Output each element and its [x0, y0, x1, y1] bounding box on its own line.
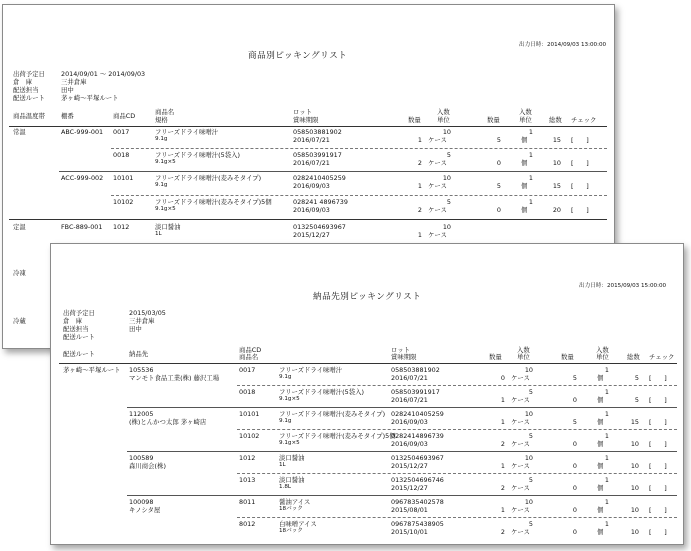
lot-number: 028241 4896739 — [293, 198, 348, 206]
temp-zone: 常温 — [13, 128, 26, 136]
product-cd: 1012 — [239, 454, 256, 462]
unit2: 個 — [597, 440, 604, 448]
qty2: 0 — [572, 396, 577, 404]
unit: ケース — [428, 231, 447, 239]
qty: 2 — [500, 440, 505, 448]
product-cd: 10101 — [239, 410, 260, 418]
qty: 2 — [500, 528, 505, 536]
lot-number: 0282414896739 — [391, 432, 444, 440]
meta-value: 2014/09/01 ～ 2014/09/03 — [61, 70, 146, 78]
check-box[interactable]: [ ] — [571, 182, 589, 190]
total: 15 — [552, 136, 561, 144]
col-header-lot: ロット — [391, 346, 411, 354]
total: 10 — [630, 484, 639, 492]
col-header-qty: 数量 — [408, 116, 421, 124]
product-spec: 9.1g×5 — [279, 396, 300, 402]
meta-label: 倉 庫 — [13, 78, 33, 86]
destination-name: キノシタ屋 — [129, 506, 161, 514]
row-rule — [237, 473, 677, 474]
qty: 1 — [417, 231, 422, 239]
check-box[interactable]: [ ] — [649, 484, 667, 492]
total: 5 — [634, 396, 639, 404]
meta-label: 出荷予定日 — [63, 309, 95, 317]
unit: ケース — [511, 418, 530, 426]
best-before: 2016/09/03 — [391, 440, 428, 448]
meta-value: 田中 — [61, 86, 74, 94]
unit: ケース — [511, 396, 530, 404]
lot-number: 0967835402578 — [391, 498, 444, 506]
unit2: 個 — [597, 374, 604, 382]
row-rule — [237, 517, 677, 518]
unit2: 個 — [521, 136, 528, 144]
irisu: 10 — [442, 223, 451, 231]
unit2: 個 — [597, 418, 604, 426]
best-before: 2015/12/27 — [391, 484, 428, 492]
irisu2: 1 — [604, 498, 609, 506]
group-rule — [127, 407, 677, 408]
irisu: 10 — [442, 128, 451, 136]
col-header-name: 商品名 — [155, 108, 175, 116]
lot-number: 058503881902 — [293, 128, 342, 136]
qty: 1 — [500, 418, 505, 426]
qty2: 5 — [496, 182, 501, 190]
destination-name: (株)とんかつ太郎 茅ヶ崎店 — [129, 418, 207, 426]
best-before: 2016/09/03 — [293, 182, 330, 190]
header-rule — [9, 126, 607, 127]
best-before: 2015/08/01 — [391, 506, 428, 514]
product-name: 淡口醤油 — [279, 476, 305, 484]
meta-value: 三井倉庫 — [61, 78, 87, 86]
product-name: フリーズドライ味噌汁(麦みそタイプ) — [279, 410, 386, 418]
group-rule — [127, 495, 677, 496]
product-spec: 9.1g — [155, 136, 168, 142]
col-header-cd: 商品CD — [239, 346, 262, 354]
check-box[interactable]: [ ] — [649, 462, 667, 470]
col-header-date: 賞味期限 — [293, 116, 319, 124]
unit2: 個 — [597, 528, 604, 536]
total: 15 — [630, 418, 639, 426]
product-cd: 10101 — [113, 174, 134, 182]
col-header-route: 配送ルート — [63, 350, 95, 358]
product-cd: 0018 — [113, 151, 130, 159]
destination-code: 100589 — [129, 454, 154, 462]
total: 10 — [630, 528, 639, 536]
col-header-shelf: 棚番 — [61, 112, 74, 120]
irisu2: 1 — [604, 366, 609, 374]
unit2: 個 — [597, 484, 604, 492]
unit: ケース — [428, 182, 447, 190]
row-rule — [237, 385, 677, 386]
qty: 0 — [500, 374, 505, 382]
qty2: 0 — [572, 528, 577, 536]
destination-name: マンモト食品工業(株) 藤沢工場 — [129, 374, 220, 382]
unit: ケース — [428, 206, 447, 214]
product-cd: 0017 — [239, 366, 256, 374]
col-header-check: チェック — [571, 116, 597, 124]
best-before: 2015/10/01 — [391, 528, 428, 536]
qty: 2 — [500, 484, 505, 492]
qty2: 0 — [572, 506, 577, 514]
col-header-unit: 単位 — [517, 353, 530, 361]
lot-number: 0282410405259 — [293, 174, 346, 182]
col-header-irisu2: 入数 — [596, 346, 609, 354]
check-box[interactable]: [ ] — [649, 396, 667, 404]
unit2: 個 — [521, 159, 528, 167]
product-spec: 9.1g — [155, 182, 168, 188]
irisu2: 1 — [604, 388, 609, 396]
product-cd: 10102 — [239, 432, 260, 440]
unit: ケース — [511, 374, 530, 382]
check-box[interactable]: [ ] — [571, 206, 589, 214]
lot-number: 058503991917 — [391, 388, 440, 396]
irisu2: 1 — [604, 410, 609, 418]
check-box[interactable]: [ ] — [571, 136, 589, 144]
report-title: 商品別ピッキングリスト — [248, 51, 348, 61]
col-header-total: 総数 — [627, 353, 640, 361]
product-name: フリーズドライ味噌汁(麦みそタイプ)5個 — [279, 432, 396, 440]
qty2: 0 — [572, 484, 577, 492]
best-before: 2016/07/21 — [391, 374, 428, 382]
total: 10 — [630, 506, 639, 514]
row-rule — [59, 171, 607, 172]
lot-number: 0132504693967 — [391, 454, 444, 462]
product-spec: 1L — [155, 231, 162, 237]
meta-value: 三井倉庫 — [129, 317, 155, 325]
printed-at: 出力日時：2014/09/03 13:00:00 — [519, 42, 607, 48]
irisu: 5 — [528, 476, 533, 484]
meta-label: 配送担当 — [63, 325, 89, 333]
report-title: 納品先別ピッキングリスト — [313, 292, 422, 302]
product-cd: 0018 — [239, 388, 256, 396]
product-spec: 1L — [279, 462, 286, 468]
product-spec: 9.1g — [279, 418, 292, 424]
product-name: 淡口醤油 — [279, 454, 305, 462]
check-box[interactable]: [ ] — [649, 506, 667, 514]
product-cd: 10102 — [113, 198, 134, 206]
col-header-destination: 納品先 — [129, 350, 149, 358]
product-cd: 8012 — [239, 520, 256, 528]
qty: 2 — [417, 159, 422, 167]
unit2: 個 — [521, 182, 528, 190]
destination-name: 森川商会(株) — [129, 462, 166, 470]
irisu: 5 — [528, 520, 533, 528]
product-spec: 9.1g — [279, 374, 292, 380]
product-name: フリーズドライ味噌汁(麦みそタイプ)5個 — [155, 198, 272, 206]
best-before: 2015/12/27 — [391, 462, 428, 470]
unit: ケース — [511, 462, 530, 470]
product-cd: 1012 — [113, 223, 130, 231]
col-header-irisu2: 入数 — [519, 108, 532, 116]
qty: 1 — [417, 136, 422, 144]
product-name: フリーズドライ味噌汁 — [155, 128, 219, 136]
unit2: 個 — [597, 506, 604, 514]
best-before: 2015/12/27 — [293, 231, 330, 239]
row-rule — [237, 429, 677, 430]
meta-label: 倉 庫 — [63, 317, 83, 325]
product-cd: 1013 — [239, 476, 256, 484]
irisu: 5 — [528, 432, 533, 440]
unit: ケース — [511, 484, 530, 492]
product-spec: 9.1g×5 — [279, 440, 300, 446]
unit: ケース — [511, 440, 530, 448]
check-box[interactable]: [ ] — [649, 440, 667, 448]
irisu2: 1 — [528, 151, 533, 159]
col-header-cd: 商品CD — [113, 112, 136, 120]
irisu: 10 — [442, 174, 451, 182]
qty2: 5 — [572, 418, 577, 426]
check-box[interactable]: [ ] — [649, 528, 667, 536]
product-name: 白味噌アイス — [279, 520, 317, 528]
col-header-irisu: 入数 — [517, 346, 530, 354]
row-rule — [111, 148, 607, 149]
destination-picking-list-sheet — [50, 243, 684, 545]
best-before: 2016/07/21 — [391, 396, 428, 404]
unit2: 個 — [597, 462, 604, 470]
lot-number: 058503881902 — [391, 366, 440, 374]
product-spec: 18パック — [279, 506, 303, 512]
col-header-unit2: 単位 — [596, 353, 609, 361]
irisu: 10 — [524, 410, 533, 418]
qty2: 5 — [496, 136, 501, 144]
qty2: 0 — [572, 462, 577, 470]
irisu2: 1 — [528, 198, 533, 206]
col-header-unit2: 単位 — [519, 116, 532, 124]
qty2: 0 — [496, 206, 501, 214]
qty2: 0 — [572, 440, 577, 448]
irisu2: 1 — [604, 432, 609, 440]
check-box[interactable]: [ ] — [571, 159, 589, 167]
total: 10 — [630, 440, 639, 448]
product-name: 淡口醤油 — [155, 223, 181, 231]
best-before: 2016/09/03 — [293, 206, 330, 214]
shelf-code: ACC-999-002 — [61, 174, 104, 182]
lot-number: 058503991917 — [293, 151, 342, 159]
meta-value: 田中 — [129, 325, 142, 333]
irisu2: 1 — [604, 520, 609, 528]
col-header-spec: 規格 — [155, 116, 168, 124]
irisu: 10 — [524, 498, 533, 506]
col-header-temp: 商品温度帯 — [13, 112, 45, 120]
irisu: 10 — [524, 366, 533, 374]
irisu2: 1 — [604, 454, 609, 462]
row-rule — [111, 195, 607, 196]
qty: 1 — [500, 396, 505, 404]
irisu: 5 — [446, 198, 451, 206]
route-name: 茅ヶ崎～平塚ルート — [63, 366, 121, 374]
best-before: 2016/07/21 — [293, 136, 330, 144]
product-spec: 18パック — [279, 528, 303, 534]
qty: 2 — [417, 206, 422, 214]
meta-label: 配送担当 — [13, 86, 39, 94]
col-header-qty: 数量 — [489, 353, 502, 361]
product-spec: 9.1g×5 — [155, 159, 176, 165]
product-cd: 0017 — [113, 128, 130, 136]
irisu2: 1 — [604, 476, 609, 484]
lot-number: 0967875438905 — [391, 520, 444, 528]
col-header-qty2: 数量 — [487, 116, 500, 124]
col-header-name: 商品名 — [239, 353, 259, 361]
destination-code: 105536 — [129, 366, 154, 374]
group-rule — [127, 451, 677, 452]
irisu: 10 — [524, 454, 533, 462]
product-name: フリーズドライ味噌汁(5袋入) — [279, 388, 364, 396]
meta-value: 茅ヶ崎～平塚ルート — [61, 94, 119, 102]
product-name: フリーズドライ味噌汁 — [279, 366, 343, 374]
destination-code: 112005 — [129, 410, 154, 418]
meta-value: 2015/03/05 — [129, 309, 166, 317]
irisu2: 1 — [528, 174, 533, 182]
col-header-date: 賞味期限 — [391, 353, 417, 361]
product-name: フリーズドライ味噌汁(5袋入) — [155, 151, 240, 159]
irisu2: 1 — [528, 128, 533, 136]
temp-zone-frozen: 冷凍 — [13, 269, 26, 277]
irisu: 5 — [528, 388, 533, 396]
destination-code: 100098 — [129, 498, 154, 506]
printed-at: 出力日時：2015/09/03 15:00:00 — [579, 283, 667, 289]
section-rule — [9, 219, 607, 220]
lot-number: 0282410405259 — [391, 410, 444, 418]
header-rule — [59, 363, 677, 364]
product-cd: 8011 — [239, 498, 256, 506]
qty: 1 — [417, 182, 422, 190]
meta-label: 配送ルート — [63, 333, 95, 341]
product-name: 醤油アイス — [279, 498, 311, 506]
check-box[interactable]: [ ] — [649, 418, 667, 426]
unit: ケース — [511, 506, 530, 514]
unit2: 個 — [597, 396, 604, 404]
shelf-code: ABC-999-001 — [61, 128, 104, 136]
col-header-total: 総数 — [549, 116, 562, 124]
total: 5 — [634, 374, 639, 382]
best-before: 2016/07/21 — [293, 159, 330, 167]
unit: ケース — [511, 528, 530, 536]
product-spec: 9.1g×5 — [155, 206, 176, 212]
total: 10 — [552, 159, 561, 167]
check-box[interactable]: [ ] — [649, 374, 667, 382]
shelf-code: FBC-889-001 — [61, 223, 103, 231]
meta-label: 出荷予定日 — [13, 70, 45, 78]
meta-label: 配送ルート — [13, 94, 45, 102]
total: 15 — [552, 182, 561, 190]
irisu: 5 — [446, 151, 451, 159]
col-header-lot: ロット — [293, 108, 313, 116]
qty2: 5 — [572, 374, 577, 382]
col-header-irisu: 入数 — [437, 108, 450, 116]
unit2: 個 — [521, 206, 528, 214]
col-header-qty2: 数量 — [561, 353, 574, 361]
product-spec: 1.8L — [279, 484, 292, 490]
temp-zone: 定温 — [13, 223, 26, 231]
temp-zone-chilled: 冷蔵 — [13, 317, 26, 325]
total: 10 — [630, 462, 639, 470]
unit: ケース — [428, 136, 447, 144]
lot-number: 0132504693967 — [293, 223, 346, 231]
unit: ケース — [428, 159, 447, 167]
total: 20 — [552, 206, 561, 214]
product-name: フリーズドライ味噌汁(麦みそタイプ) — [155, 174, 262, 182]
col-header-unit: 単位 — [437, 116, 450, 124]
qty: 1 — [500, 506, 505, 514]
qty: 1 — [500, 462, 505, 470]
col-header-check: チェック — [649, 353, 675, 361]
lot-number: 0132504696746 — [391, 476, 444, 484]
qty2: 0 — [496, 159, 501, 167]
best-before: 2016/09/03 — [391, 418, 428, 426]
